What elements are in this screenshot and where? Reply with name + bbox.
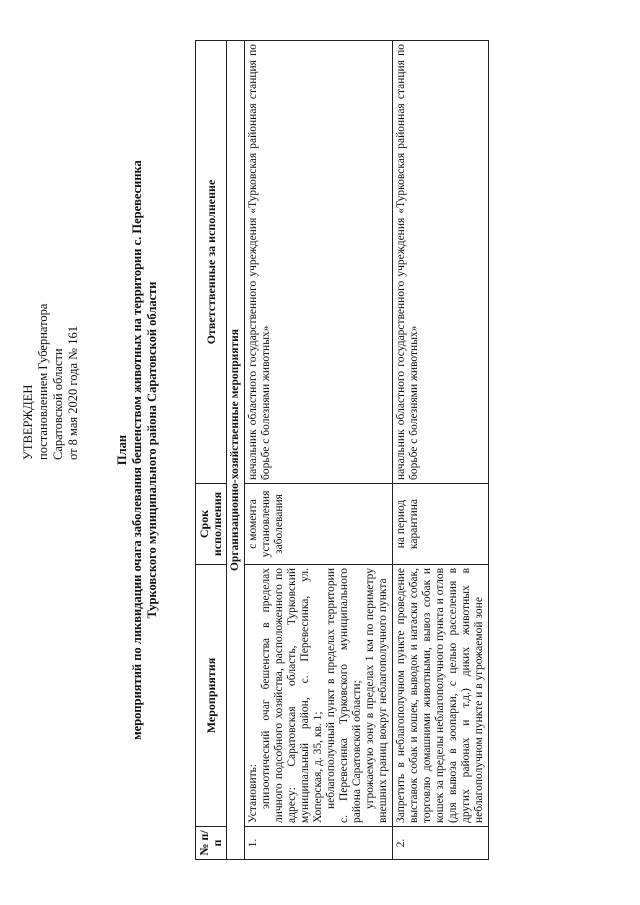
header-action: Мероприятия xyxy=(196,565,227,827)
header-num: № п/п xyxy=(196,827,227,860)
title-line-3: Турковского муниципального района Саратовской области xyxy=(145,281,159,619)
header-term: Срок исполнения xyxy=(196,484,227,565)
action-paragraph: угрожаемую зону в пределах 1 км по периметру внешних границ вокруг неблагополучного пункта xyxy=(364,568,389,823)
approval-line-3: Саратовской области xyxy=(51,348,65,460)
row-action xyxy=(393,565,489,827)
row-action xyxy=(245,565,393,827)
approval-line-2: постановлением Губернатора xyxy=(36,303,50,460)
row-num: 2. xyxy=(393,827,489,860)
approval-line-1: УТВЕРЖДЕН xyxy=(21,384,35,460)
row-term: на период карантина xyxy=(393,484,489,565)
table-header-row xyxy=(196,41,227,860)
title-line-2: мероприятий по ликвидации очага заболевания бешенством животных на территории с. Перевесинка xyxy=(130,160,144,740)
table-row xyxy=(245,41,393,860)
title-line-1: План xyxy=(115,434,129,466)
action-paragraph: Запретить в неблагополучном пункте проведение выставок собак и кошек, выводок и натаски собак, торговлю домашними животными, вывоз собак и кошек за пределы неблагополучного пункта и отлов (для вывоза в зоопарки, с целью расселения в других районах и т.д.) диких животных в неблагополучном пункте и в угрожаемой зоне xyxy=(395,568,485,823)
row-responsible: начальник областного государственного учреждения «Турковская районная станция по борьбе с болезнями животных» xyxy=(393,41,489,484)
row-term: с момента установления заболевания xyxy=(245,484,393,565)
approval-line-4: от 8 мая 2020 года № 161 xyxy=(66,326,80,460)
document-title xyxy=(115,20,160,880)
row-responsible: начальник областного государственного учреждения «Турковская районная станция по борьбе с болезнями животных» xyxy=(245,41,393,484)
section-title: Организационно-хозяйственные мероприятия xyxy=(227,41,245,860)
table-row xyxy=(393,41,489,860)
plan-table xyxy=(195,40,489,860)
row-num: 1. xyxy=(245,827,393,860)
rotated-content xyxy=(15,20,625,880)
action-paragraph: неблагополучный пункт в пределах территории с. Перевесинка Турковского муниципального района Саратовской области; xyxy=(325,568,363,823)
table-section-row xyxy=(227,41,245,860)
action-intro: Установить: xyxy=(247,763,259,823)
action-paragraph: эпизоотический очаг бешенства в пределах личного подсобного хозяйства, расположенного по адресу: Саратовская область, Турковский муниципальный район, с. Перевесинка, ул. Хоперская, д. 35, кв. 1; xyxy=(260,568,324,823)
header-responsible: Ответственные за исполнение xyxy=(196,41,227,484)
approval-stamp xyxy=(21,220,81,460)
